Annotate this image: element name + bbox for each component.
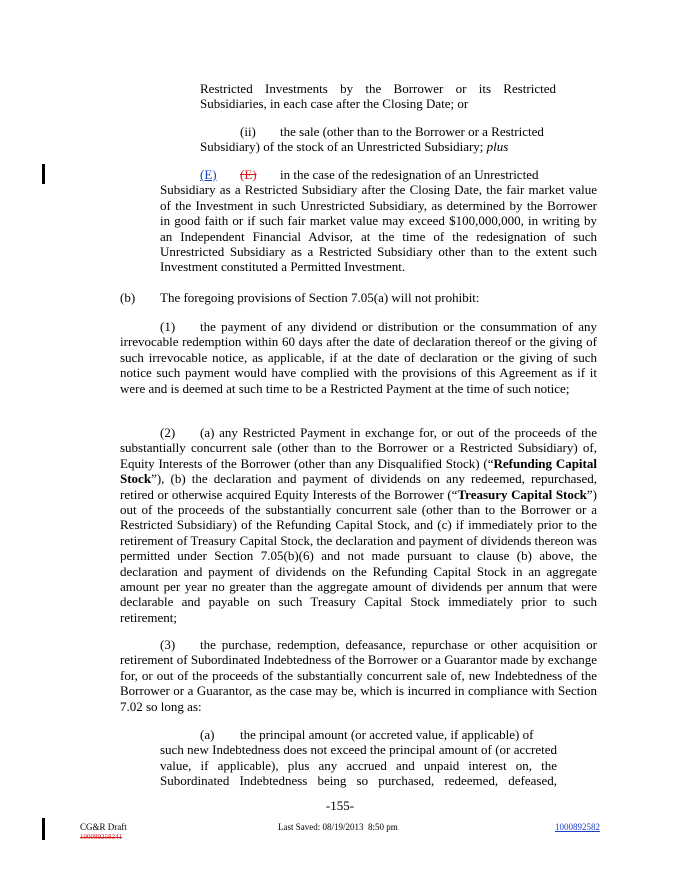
p3-rest: Subsidiary as a Restricted Subsidiary after the Closing Date, the fair market value of the Investment in such Unrestricted Subsidiary, as determined by the Borrower in good faith or if such fair market value may exceed $100,000,000, in writing by an Independent Financial Advisor, at the time of the redesignation of such Unrestricted Subsidiary as a Restricted Subsidiary other than to the extent such Investment constituted a Permitted Investment. (160, 182, 597, 275)
footer-document-id[interactable]: 1000892582 (555, 822, 600, 832)
paragraph-restricted-investments (200, 81, 556, 112)
footer-draft-label: CG&R Draft (80, 822, 127, 832)
p6-text-3: ”) out of the proceeds of the substantially concurrent sale (other than to the Borrower or a Restricted Subsidiary) of the Refunding Capital Stock, and (c) if immediately prior to the retirement of Treasury Capital Stock, the declaration and payment of dividends thereon was permitted under Section 7.05(b)(6) and not made pursuant to clause (b) above, the declaration and payment of dividends on the Refunding Capital Stock in an aggregate amount per year no greater than the aggregate amount of dividends per annum that were declarable and payable on such Treasury Capital Stock immediately prior to such retirement; (120, 486, 597, 625)
p2-line1-wrap (200, 124, 570, 139)
change-bar-top (42, 164, 45, 184)
p2-line2-wrap (200, 139, 570, 154)
p6-term-refunding: Refunding Capital Stock (120, 455, 597, 487)
p7-numeral: (3) (160, 637, 176, 652)
p5-text: the payment of any dividend or distribution or the consummation of any irrevocable redemption within 60 days after the date of declaration thereof or the giving of such irrevocable notice, as applicable, if at the date of declaration or the giving of such notice such payment would have complied with the provisions of this Agreement as if it were and is deemed at such time to be a Restricted Payment at the time of such notice; (120, 319, 597, 396)
paragraph-1 (120, 319, 597, 396)
p2-numeral: (ii) (240, 124, 256, 139)
paragraph-3a (160, 727, 557, 789)
p1-line2: Subsidiaries, in each case after the Closing Date; or (200, 96, 469, 112)
p2-line2: Subsidiary) of the stock of an Unrestricted Subsidiary; (200, 139, 487, 155)
p3-deleted-label: (E) (240, 167, 257, 182)
p8-line1: the principal amount (or accreted value, if applicable) of (240, 727, 534, 742)
p1-line1: Restricted Investments by the Borrower or its Restricted (200, 81, 556, 96)
p6-numeral: (2) (160, 425, 176, 440)
p8-rest: such new Indebtedness does not exceed the principal amount of (or accreted value, if applicable), plus any accrued and unpaid interest on, the Subordinated Indebtedness being so purchased, redeemed, defeased, (160, 742, 557, 789)
p4-numeral: (b) (120, 290, 136, 305)
change-bar-footer (42, 818, 45, 840)
p5-numeral: (1) (160, 319, 176, 334)
page-number: -155- (325, 798, 355, 813)
footer-deleted-id: 100089258241 (80, 833, 122, 841)
p6-text-2: ”), (b) the declaration and payment of dividends on any redeemed, repurchased, retired or otherwise acquired Equity Interests of the Borrower (“ (120, 471, 597, 502)
p8-line1-wrap (160, 727, 557, 742)
p2-line2-plus: plus (486, 139, 509, 155)
p2-line1: the sale (other than to the Borrower or a Restricted (280, 124, 544, 139)
paragraph-redesignation (160, 167, 597, 275)
p4-text: The foregoing provisions of Section 7.05(a) will not prohibit: (160, 290, 480, 305)
p7-text: the purchase, redemption, defeasance, repurchase or other acquisition or retirement of Subordinated Indebtedness of the Borrower or a Guarantor made by exchange for, or out of the proceeds of the substantially concurrent sale of, new Indebtedness of the Borrower or a Guarantor, as the case may be, which is incurred in compliance with Section 7.02 so long as: (120, 637, 597, 714)
p3-inserted-label[interactable]: (E) (200, 167, 217, 182)
paragraph-3 (120, 637, 597, 714)
paragraph-b (120, 290, 597, 305)
p6-term-treasury: Treasury Capital Stock (457, 486, 587, 502)
p8-numeral: (a) (200, 727, 215, 742)
p3-line1-wrap (160, 167, 597, 182)
p6-text-1: (a) any Restricted Payment in exchange for, or out of the proceeds of the substantially concurrent sale (other than to the Borrower or a Restricted Subsidiary) of, Equity Interests of the Borrower (other than any Disqualified Stock) (“ (120, 425, 597, 471)
paragraph-2 (120, 425, 597, 625)
p3-line1: in the case of the redesignation of an Unrestricted (280, 167, 539, 182)
footer-last-saved: Last Saved: 08/19/2013 8:50 pm (278, 822, 398, 832)
paragraph-sale-of-stock (200, 124, 570, 155)
